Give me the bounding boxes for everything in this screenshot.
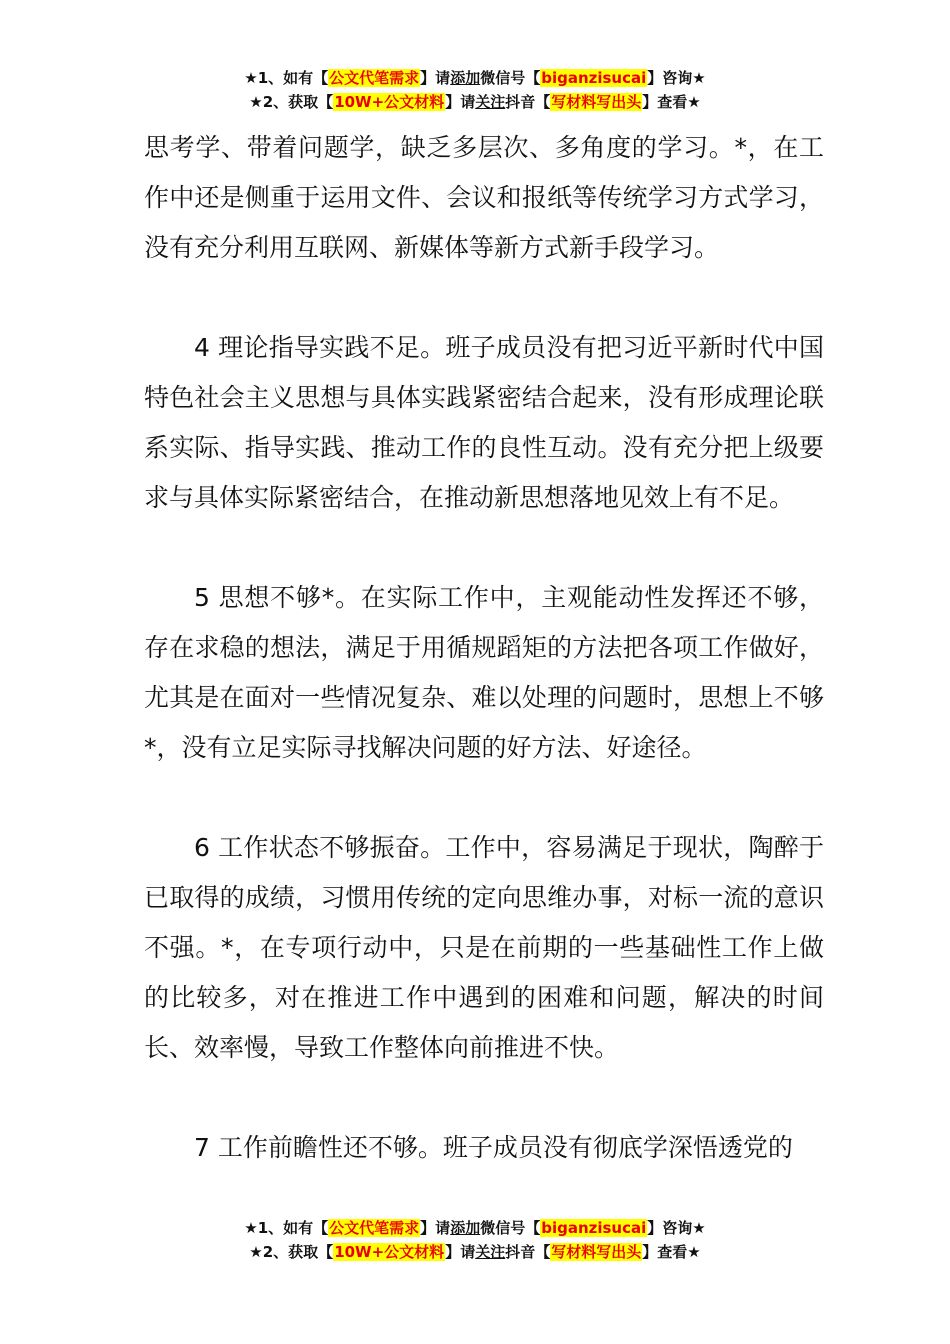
- paragraph: 思考学、带着问题学，缺乏多层次、多角度的学习。*，在工作中还是侧重于运用文件、会议和报纸等传统学习方式学习，没有充分利用互联网、新媒体等新方式新手段学习。: [144, 133, 824, 262]
- paragraph: 4 理论指导实践不足。班子成员没有把习近平新时代中国特色社会主义思想与具体实践紧密结合起来，没有形成理论联系实际、指导实践、推动工作的良性互动。没有充分把上级要求与具体实际紧密结合，在推动新思想落地见效上有不足。: [144, 333, 824, 512]
- banner-text: 】咨询★: [647, 1219, 706, 1237]
- banner-highlight: biganzisucai: [541, 1219, 647, 1237]
- banner-text: ★1、如有【: [244, 69, 329, 87]
- paragraph: 7 工作前瞻性还不够。班子成员没有彻底学深悟透党的: [194, 1133, 793, 1162]
- banner-underline: 关注: [475, 93, 506, 111]
- banner-text: 】请: [445, 1243, 476, 1261]
- banner-line-1: [0, 66, 950, 90]
- banner-line-2: [0, 1240, 950, 1264]
- banner-text: 微信号【: [480, 1219, 541, 1237]
- banner-highlight: 写材料写出头: [551, 1243, 642, 1261]
- banner-text: 抖音【: [505, 93, 551, 111]
- banner-highlight: 公文代笔需求: [329, 69, 420, 87]
- footer-banner: [0, 1216, 950, 1264]
- banner-underline: 关注: [475, 1243, 506, 1261]
- banner-text: 】请: [420, 69, 451, 87]
- banner-underline: 添加: [450, 69, 481, 87]
- banner-line-1: [0, 1216, 950, 1240]
- document-body: [144, 123, 824, 1223]
- banner-highlight: 公文代笔需求: [329, 1219, 420, 1237]
- banner-highlight: biganzisucai: [541, 69, 647, 87]
- banner-text: 】请: [420, 1219, 451, 1237]
- banner-highlight: 10W+公文材料: [334, 1243, 445, 1261]
- banner-text: ★2、获取【: [249, 93, 334, 111]
- banner-text: ★1、如有【: [244, 1219, 329, 1237]
- header-banner: [0, 66, 950, 114]
- banner-text: 】查看★: [642, 93, 701, 111]
- banner-text: 微信号【: [480, 69, 541, 87]
- paragraph: 5 思想不够*。在实际工作中，主观能动性发挥还不够，存在求稳的想法，满足于用循规蹈矩的方法把各项工作做好，尤其是在面对一些情况复杂、难以处理的问题时，思想上不够*，没有立足实际寻找解决问题的好方法、好途径。: [144, 583, 824, 762]
- banner-highlight: 10W+公文材料: [334, 93, 445, 111]
- banner-text: ★2、获取【: [249, 1243, 334, 1261]
- banner-text: 】请: [445, 93, 476, 111]
- banner-text: 】查看★: [642, 1243, 701, 1261]
- banner-line-2: [0, 90, 950, 114]
- banner-highlight: 写材料写出头: [551, 93, 642, 111]
- banner-text: 抖音【: [505, 1243, 551, 1261]
- paragraph: 6 工作状态不够振奋。工作中，容易满足于现状，陶醉于已取得的成绩，习惯用传统的定向思维办事，对标一流的意识不强。*，在专项行动中，只是在前期的一些基础性工作上做的比较多，对在推进工作中遇到的困难和问题，解决的时间长、效率慢，导致工作整体向前推进不快。: [144, 833, 824, 1062]
- banner-text: 】咨询★: [647, 69, 706, 87]
- banner-underline: 添加: [450, 1219, 481, 1237]
